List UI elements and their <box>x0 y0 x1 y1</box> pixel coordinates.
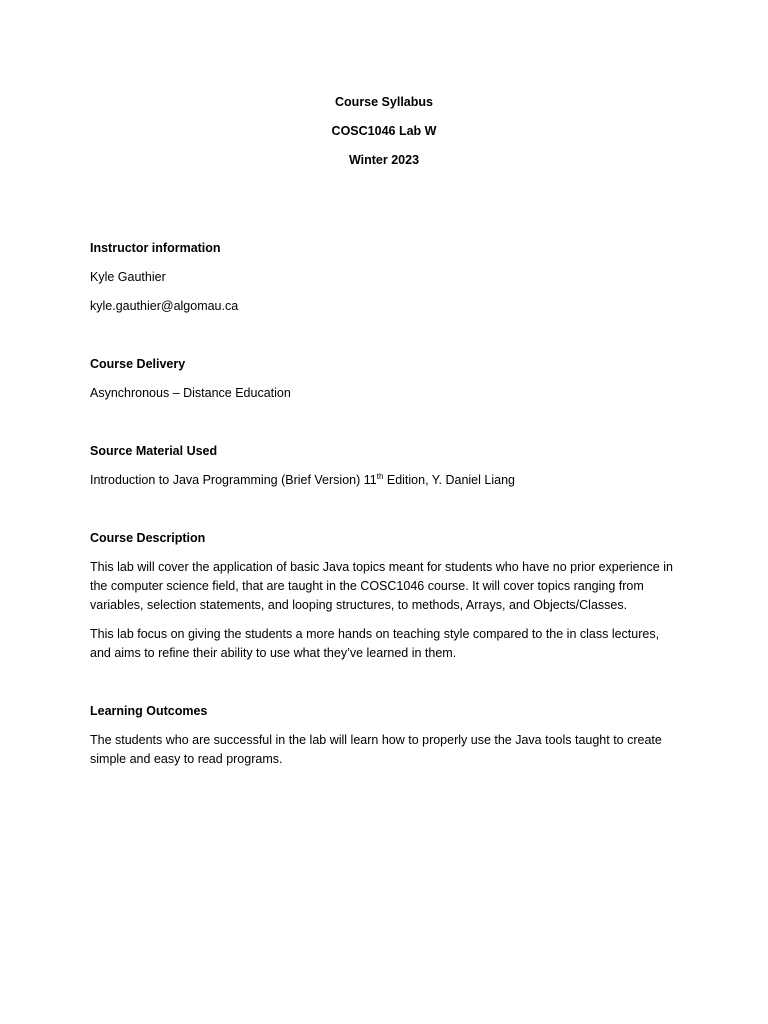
delivery-text: Asynchronous – Distance Education <box>90 386 291 400</box>
source-edition-superscript: th <box>376 471 384 481</box>
document-body <box>90 239 680 769</box>
description-paragraph-1: This lab will cover the application of basic Java topics meant for students who have no prior experience in the computer science field, that are taught in the COSC1046 course. It will cover topics ranging from variables, selection statements, and looping structures, to methods, Arrays, and Objects/Classes. <box>90 560 673 612</box>
source-text <box>90 471 680 490</box>
course-code: COSC1046 Lab W <box>331 124 437 138</box>
delivery-section <box>90 355 680 403</box>
instructor-section <box>90 239 680 316</box>
description-section <box>90 529 680 663</box>
outcomes-section <box>90 702 680 769</box>
term: Winter 2023 <box>348 153 420 167</box>
document-title-block <box>0 94 768 181</box>
source-text-main: Introduction to Java Programming (Brief Version) 11 <box>90 473 377 487</box>
source-section <box>90 442 680 490</box>
instructor-heading: Instructor information <box>90 241 221 255</box>
source-heading: Source Material Used <box>90 444 218 458</box>
description-heading: Course Description <box>90 531 206 545</box>
delivery-heading: Course Delivery <box>90 357 186 371</box>
outcomes-heading: Learning Outcomes <box>90 704 208 718</box>
document-title: Course Syllabus <box>335 95 433 109</box>
source-text-rest: Edition, Y. Daniel Liang <box>383 473 515 487</box>
instructor-email: kyle.gauthier@algomau.ca <box>90 299 239 313</box>
outcomes-text: The students who are successful in the lab will learn how to properly use the Java tools taught to create simple and easy to read programs. <box>90 733 662 766</box>
instructor-name: Kyle Gauthier <box>90 270 166 284</box>
description-paragraph-2: This lab focus on giving the students a more hands on teaching style compared to the in class lectures, and aims to refine their ability to use what they’ve learned in them. <box>90 627 660 660</box>
